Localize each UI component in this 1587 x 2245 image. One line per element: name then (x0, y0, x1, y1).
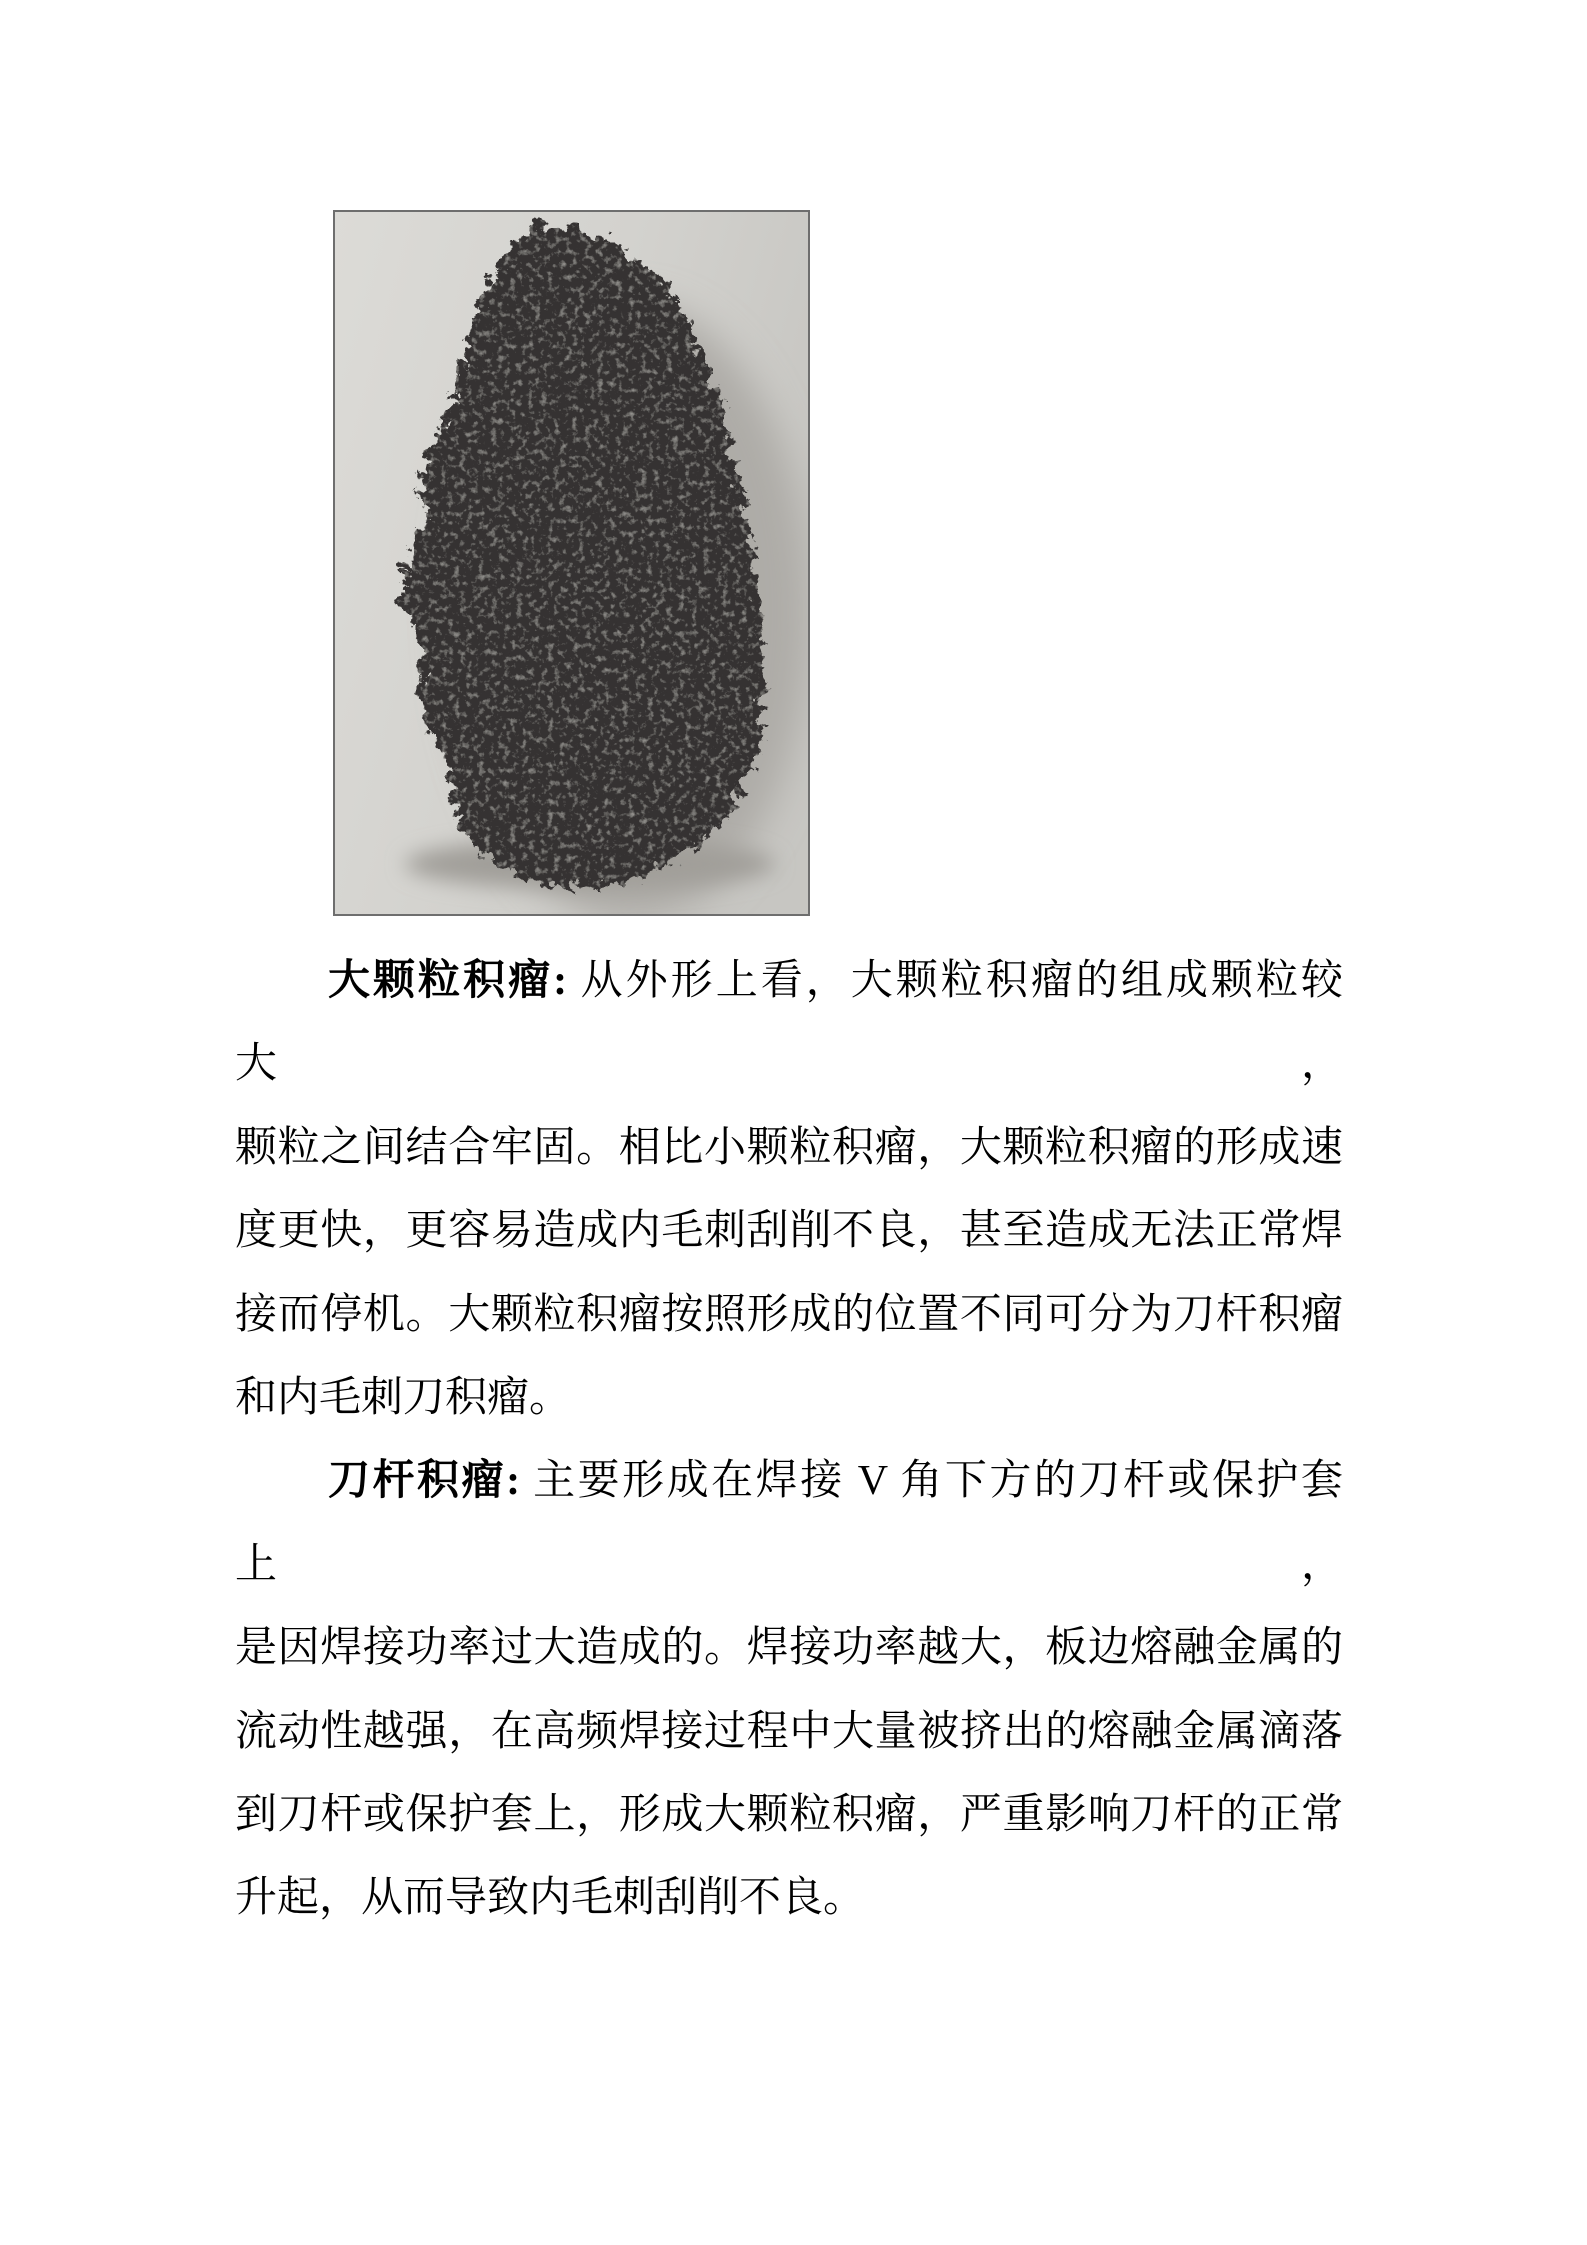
para2-line4: 到刀杆或保护套上，形成大颗粒积瘤，严重影响刀杆的正常 (235, 1792, 1343, 1839)
para2-line3: 流动性越强，在高频焊接过程中大量被挤出的熔融金属滴落 (235, 1708, 1343, 1755)
para2-line1-text: 主要形成在焊接 V 角下方的刀杆或保护套上， (235, 1458, 1343, 1588)
para1-line4: 接而停机。大颗粒积瘤按照形成的位置不同可分为刀杆积瘤 (235, 1291, 1343, 1338)
para2-line2: 是因焊接功率过大造成的。焊接功率越大，板边熔融金属的 (235, 1625, 1343, 1672)
para1-line1-text: 从外形上看，大颗粒积瘤的组成颗粒较大， (235, 958, 1343, 1088)
slag-specimen-photo (335, 212, 808, 914)
para1-line1 (235, 940, 1343, 1107)
para2-label: 刀杆积瘤: (328, 1458, 521, 1505)
para1-line2: 颗粒之间结合牢固。相比小颗粒积瘤，大颗粒积瘤的形成速 (235, 1124, 1343, 1171)
figure-frame (333, 210, 810, 916)
para2-line5: 升起，从而导致内毛刺刮削不良。 (235, 1875, 866, 1922)
body-text (235, 940, 1343, 1941)
para1-line3: 度更快，更容易造成内毛刺刮削不良，甚至造成无法正常焊 (235, 1208, 1343, 1255)
para2-line1 (235, 1440, 1343, 1607)
para1-label: 大颗粒积瘤: (328, 958, 568, 1004)
para1-line5: 和内毛刺刀积瘤。 (235, 1375, 572, 1422)
